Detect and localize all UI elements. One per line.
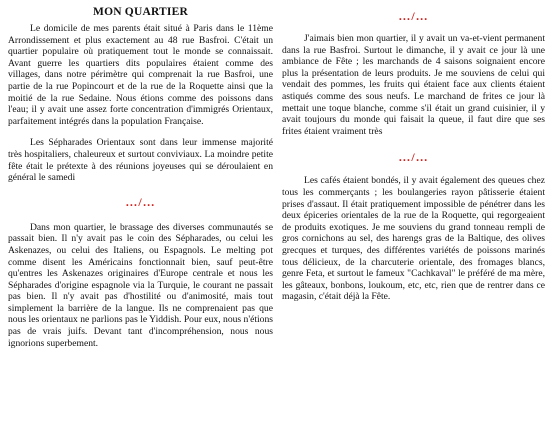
right-column	[282, 6, 545, 303]
paragraph-cafes: Les cafés étaient bondés, il y avait également des queues chez tous les commerçants ; les boulangeries rayon pâtisserie étaient prises d'assaut. Il était pratiquement impossible de pénétrer dans les deux épiceries orientales de la rue de la Roquette, qui regorgeaient de produits exotiques. Je me souviens du grand tonneau rempli de gros cornichons au sel, des harengs gras de la Baltique, des olives grecques et turques, des différentes variétés de poissons marinés tous délicieux, de la charcuterie orientale, des fromages blancs, genre Feta, et surtout le fameux "Cachkaval" le préféré de ma mère, les gâteaux, bonbons, loukoum, etc, etc, rien que de rentrer dans ce magasin, c'était déjà la Fête.	[282, 175, 545, 303]
separator-ellipsis: …/…	[125, 194, 156, 209]
left-column	[8, 6, 273, 349]
paragraph-sepharades: Les Sépharades Orientaux sont dans leur immense majorité très hospitaliers, chaleureux et surtout conviviaux. La moindre petite fête était le prétexte à des réunions joyeuses qui se déroulaient en général le samedi	[8, 137, 273, 184]
paragraph-brassage: Dans mon quartier, le brassage des diverses communautés se passait bien. Il n'y avait pas le coin des Sépharades, ou celui les Askenazes, ou celui des Italiens, ou Espagnols. Le melting pot comme disent les Américains fonctionnait bien, sauf peut-être qu'entres les Askenazes originaires d'Europe centrale et nous les Sépharades d'origine espagnole via la Turquie, le courant ne passait pas bien. Il n'y avait pas d'hostilité ou d'animosité, mais tout simplement la barrière de la langue. Ils ne comprenaient pas que nous les orientaux ne parlions pas le Yiddish. Pour eux, nous n'étions pas de vrais juifs. Devant tant d'incompréhension, nous nous ignorions superbement.	[8, 221, 273, 349]
paragraph-ambiance: J'aimais bien mon quartier, il y avait un va-et-vient permanent dans la rue Basfroi. Surtout le dimanche, il y avait ce jour là une ambiance de Fête ; les marchands de 4 saisons soignaient encore plus la présentation de leurs produits. Je me souviens de celui qui vendait des pommes, les fruits qui étaient face aux clients étaient astiqués comme des sous neufs. Le marchand de frites ce jour là mettait une toque blanche, comme s'il était un grand cuisinier, il y avait toujours du monde qui faisait la queue, il faut dire que ses frites étaient vraiment très	[282, 33, 545, 137]
separator-ellipsis-top: …/…	[398, 9, 429, 23]
paragraph-domicile: Le domicile de mes parents était situé à Paris dans le 11ème Arrondissement et plus exactement au 48 rue Basfroi. C'était un quartier populaire où pratiquement tout le monde se connaissait. Avant guerre les quartiers dits populaires étaient comme des villages, dans notre périmètre qui comprenait la rue Basfroi, une partie de la rue Popincourt et de la rue de la Roquette ainsi que la moitié de la rue Sedaine. Nous étions comme des poissons dans l'eau; il y avait une assez forte concentration d'immigrés Orientaux, parfaitement intégrés dans la population Française.	[8, 23, 273, 127]
page-title: MON QUARTIER	[93, 6, 188, 18]
separator-ellipsis-middle: …/…	[398, 150, 429, 165]
